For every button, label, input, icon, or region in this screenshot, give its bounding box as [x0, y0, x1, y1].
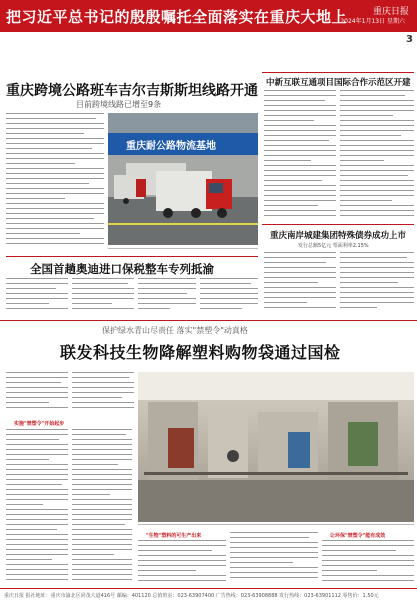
page-number: 3: [406, 34, 413, 45]
feature-kicker: 保护绿水青山尽责任 落实"禁塑令"动真格: [102, 326, 248, 335]
feature-text-col1: [6, 429, 68, 585]
footer-text: 重庆日报 报社地址：重庆市渝北区同茂大道416号 邮编：401120 总值班室：023-63907400 广告热线：023-63908888 发行热线：023-63901112 零售价：1.50元: [4, 593, 379, 599]
article3-title: 重庆南岸城建集团特殊债券成功上市: [270, 231, 407, 241]
feature-text-col2: [72, 429, 132, 585]
feature-text-col3: [138, 540, 226, 586]
article1-subtitle: 目前跨境线路已增至9条: [76, 100, 162, 109]
feature-intro-col2: [72, 372, 134, 414]
article3-text-col2: [340, 252, 414, 314]
article4-text-col2: [72, 278, 134, 316]
feature-subhead-1: 实施"禁塑令"开始起步: [14, 421, 65, 427]
article2-text-col2: [340, 90, 414, 220]
article4-rule: [6, 256, 258, 257]
article4-text-col1: [6, 278, 68, 316]
photo-caption-lines: [108, 248, 258, 254]
article1-title: 重庆跨境公路班车吉尔吉斯斯坦线路开通: [6, 83, 258, 99]
issue-date: 2024年1月13日 星期六: [340, 18, 405, 25]
article2-title: 中新互联互通项目国际合作示范区开建: [266, 78, 411, 88]
article2-rule: [262, 72, 414, 73]
article1-text-column: [6, 113, 104, 248]
masthead-banner: [0, 0, 417, 32]
article4-text-col3: [138, 278, 196, 316]
feature-text-col4: [230, 532, 318, 586]
article3-rule: [262, 224, 414, 225]
factory-photo-caption: [138, 524, 414, 530]
article4-text-col4: [200, 278, 258, 316]
feature-title: 联发科技生物降解塑料购物袋通过国检: [60, 343, 341, 362]
feature-top-rule: [0, 320, 417, 321]
banner-title: 把习近平总书记的殷殷嘱托全面落实在重庆大地上: [6, 8, 348, 26]
feature-text-col5: [322, 540, 414, 586]
article3-subtitle: 发行总额5亿元 票面利率2.15%: [298, 243, 369, 249]
logistics-sign: 重庆耐公路物流基地: [126, 141, 216, 152]
page-footer: [0, 588, 417, 601]
feature-subhead-2: "生物"塑料的可生产出来: [146, 533, 202, 539]
newspaper-logo: 重庆日报: [372, 7, 409, 17]
feature-subhead-3: 让环保"禁塑令"能有成效: [330, 533, 386, 539]
article4-title: 全国首趟奥迪进口保税整车专列抵渝: [30, 262, 214, 276]
feature-intro-col1: [6, 372, 68, 414]
factory-production-photo: [138, 372, 414, 522]
logistics-truck-photo: [108, 113, 258, 245]
article3-text-col1: [264, 252, 336, 314]
article2-text-col1: [264, 90, 336, 220]
